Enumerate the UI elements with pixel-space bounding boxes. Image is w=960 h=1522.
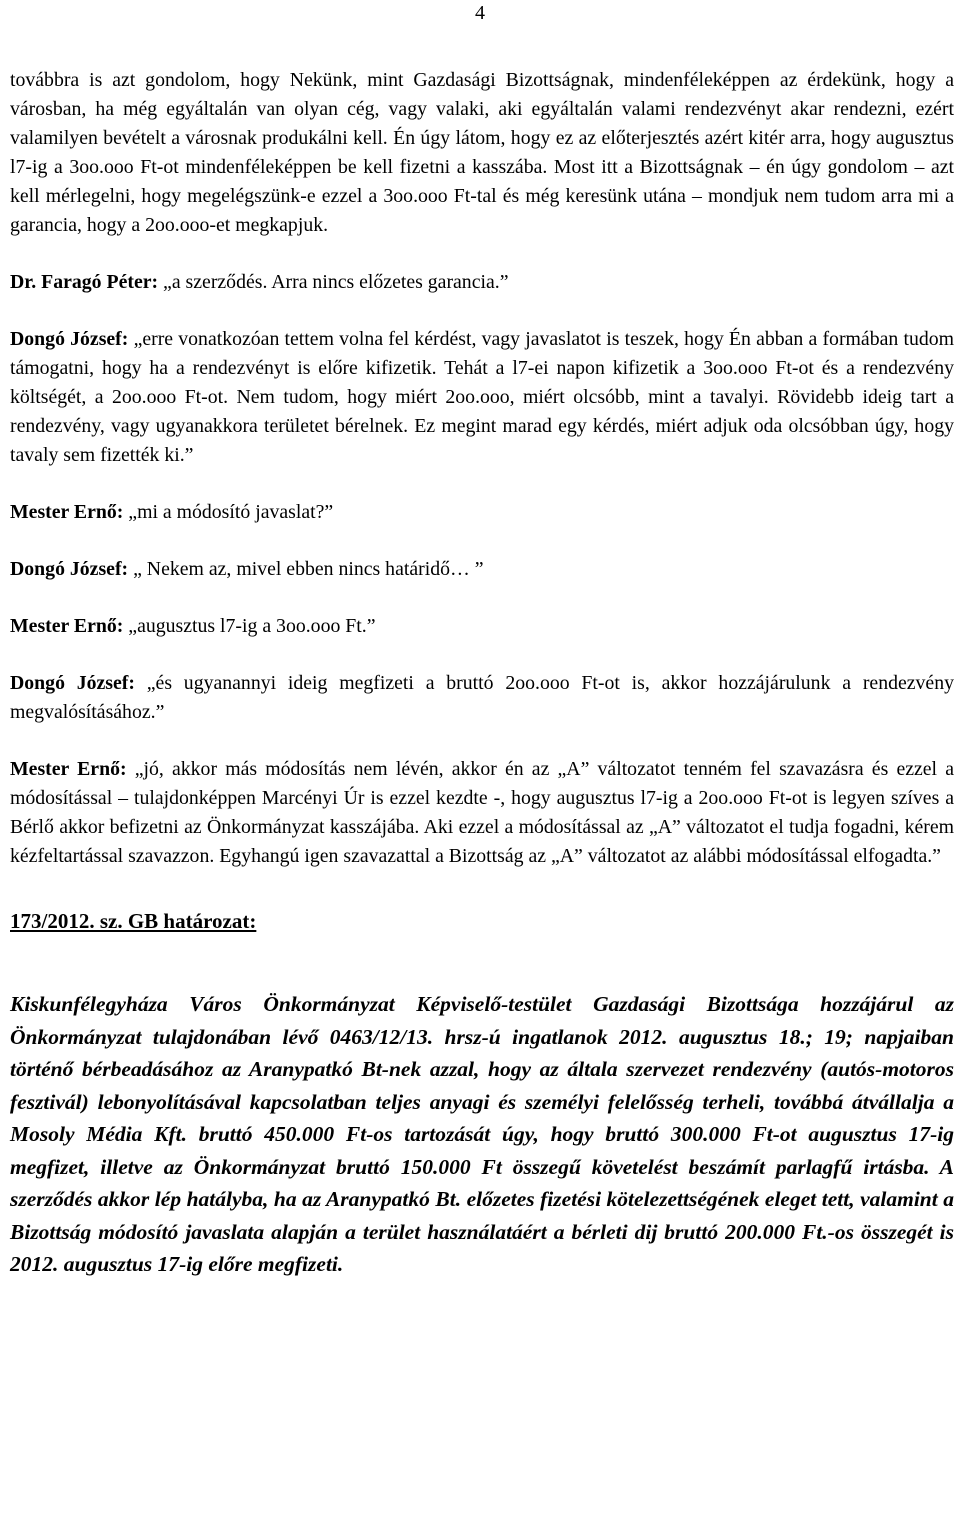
- speaker-name: Dongó József:: [10, 672, 135, 694]
- speech-text: „a szerződés. Arra nincs előzetes garancia.”: [158, 271, 509, 293]
- resolution-title: 173/2012. sz. GB határozat:: [10, 909, 257, 933]
- resolution-text: Kiskunfélegyháza Város Önkormányzat Képviselő-testület Gazdasági Bizottsága hozzájárul az Önkormányzat tulajdonában lévő 0463/12/13. hrsz-ú ingatlanok 2012. augusztus 18.; 19; napjaiban történő bérbeadásához az Aranypatkó Bt-nek azzal, hogy az általa szervezet rendezvény (autós-motoros fesztivál) lebonyolításával kapcsolatban teljes anyagi és személyi felelősség terheli, továbbá átvállalja a Mosoly Média Kft. bruttó 450.000 Ft-os tartozását úgy, hogy bruttó 300.000 Ft-ot augusztus 17-ig megfizet, illetve az Önkormányzat bruttó 150.000 Ft összegű követelést beszámít parlagfű irtásba. A szerződés akkor lép hatályba, ha az Aranypatkó Bt. előzetes fizetési kötelezettségének eleget tett, valamint a Bizottság módosító javaslata alapján a terület használatáért a bérleti dij bruttó 200.000 Ft.-os összegét is 2012. augusztus 17-ig előre megfizeti.: [10, 992, 954, 1276]
- speech-text: „augusztus l7-ig a 3oo.ooo Ft.”: [123, 615, 376, 637]
- speech-text: „jó, akkor más módosítás nem lévén, akkor én az „A” változatot tenném fel szavazásra és ezzel a módosítással – tulajdonképpen Marcényi Úr is ezzel kezdte -, hogy augusztus l7-ig a 2oo.ooo Ft-ot is legyen szíves a Bérlő akkor befizetni az Önkormányzat kasszájába. Aki ezzel a módosítással az „A” változatot el tudja fogadni, kérem kézfeltartással szavazzon. Egyhangú igen szavazattal a Bizottság az „A” változatot az alábbi módosítással elfogadta.”: [10, 758, 954, 867]
- paragraph-text: továbbra is azt gondolom, hogy Nekünk, mint Gazdasági Bizottságnak, mindenféleképpen az érdekünk, hogy a városban, ha még egyáltalán van olyan cég, vagy valaki, aki egyáltalán valami rendezvényt akar rendezni, ezért valamilyen bevételt a városnak produkálni kell. Én úgy látom, hogy ez az előterjesztés azért kitér arra, hogy augusztus l7-ig a 3oo.ooo Ft-ot mindenféleképpen be kell fizetni a kasszába. Most itt a Bizottságnak – én úgy gondolom – azt kell mérlegelni, hogy megelégszünk-e ezzel a 3oo.ooo Ft-tal és még keresünk utána – mondjuk nem tudom arra mi a garancia, hogy a 2oo.ooo-et megkapjuk.: [10, 69, 954, 236]
- speech-text: „erre vonatkozóan tettem volna fel kérdést, vagy javaslatot is teszek, hogy Én abban a formában tudom támogatni, hogy ha a rendezvényt is előre kifizetik. Tehát a l7-ei napon kifizetik a 3oo.ooo Ft-ot és a rendezvény költségét, a 2oo.ooo Ft-ot. Nem tudom, hogy miért 2oo.ooo, miért olcsóbb, mint a tavalyi. Rövidebb ideig tart a rendezvény, vagy ugyanakkora területet bérelnek. Ez megint marad egy kérdés, miért adjuk oda olcsóbban úgy, hogy tavaly sem fizették ki.”: [10, 328, 955, 466]
- speaker-name: Mester Ernő:: [10, 758, 127, 780]
- document-body: [10, 66, 954, 1281]
- speech-paragraph: [10, 555, 954, 584]
- speech-paragraph: [10, 755, 954, 871]
- speaker-name: Mester Ernő:: [10, 615, 124, 637]
- speech-text: „és ugyanannyi ideig megfizeti a bruttó 2oo.ooo Ft-ot is, akkor hozzájárulunk a rendezvény megvalósításához.”: [10, 672, 954, 723]
- speech-paragraph: [10, 325, 954, 470]
- paragraph-continuation: [10, 66, 954, 240]
- speech-paragraph: [10, 498, 954, 527]
- speech-text: „mi a módosító javaslat?”: [123, 501, 334, 523]
- speaker-name: Dr. Faragó Péter:: [10, 271, 159, 293]
- speech-paragraph: [10, 669, 954, 727]
- speech-paragraph: [10, 612, 954, 641]
- speech-paragraph: [10, 268, 954, 297]
- page-number: 4: [475, 2, 485, 24]
- speaker-name: Dongó József:: [10, 328, 129, 350]
- speaker-name: Mester Ernő:: [10, 501, 124, 523]
- speech-text: „ Nekem az, mivel ebben nincs határidő… ”: [128, 558, 484, 580]
- speaker-name: Dongó József:: [10, 558, 129, 580]
